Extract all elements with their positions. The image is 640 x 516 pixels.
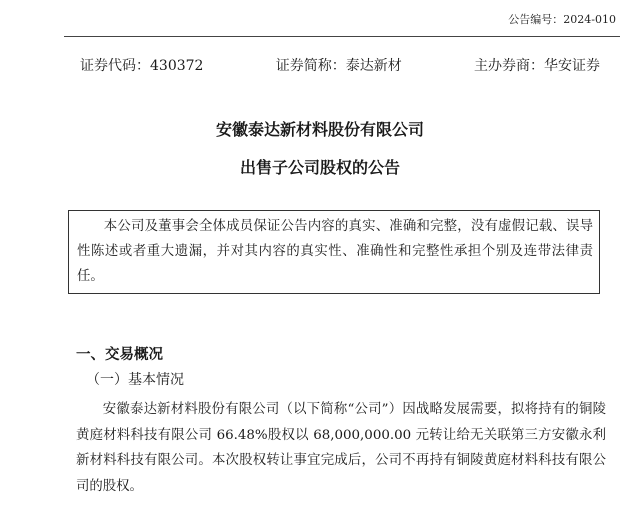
securities-info-row bbox=[80, 55, 600, 75]
section-subheading: （一）基本情况 bbox=[86, 372, 184, 388]
sponsor-broker: 主办券商：华安证券 bbox=[473, 58, 600, 74]
header-divider bbox=[64, 36, 620, 37]
section-heading: 一、交易概况 bbox=[76, 346, 163, 363]
security-code: 证券代码：430372 bbox=[80, 58, 204, 74]
document-title: 出售子公司股权的公告 bbox=[239, 158, 400, 177]
notice-number: 公告编号：2024-010 bbox=[508, 13, 616, 26]
company-name: 安徽泰达新材料股份有限公司 bbox=[215, 120, 424, 139]
declaration-box: 本公司及董事会全体成员保证公告内容的真实、准确和完整，没有虚假记载、误导性陈述或者重大遗漏，并对其内容的真实性、准确性和完整性承担个别及连带法律责任。 bbox=[68, 210, 600, 294]
section-paragraph: 安徽泰达新材料股份有限公司（以下简称“公司”）因战略发展需要，拟将持有的铜陵黄庭材料科技有限公司 66.48%股权以 68,000,000.00 元转让给无关联第三方安徽永利新材料科技有限公司。本次股权转让事宜完成后，公司不再持有铜陵黄庭材料科技有限公司的股权。 bbox=[76, 402, 606, 494]
security-abbreviation: 证券简称：泰达新材 bbox=[275, 58, 402, 74]
